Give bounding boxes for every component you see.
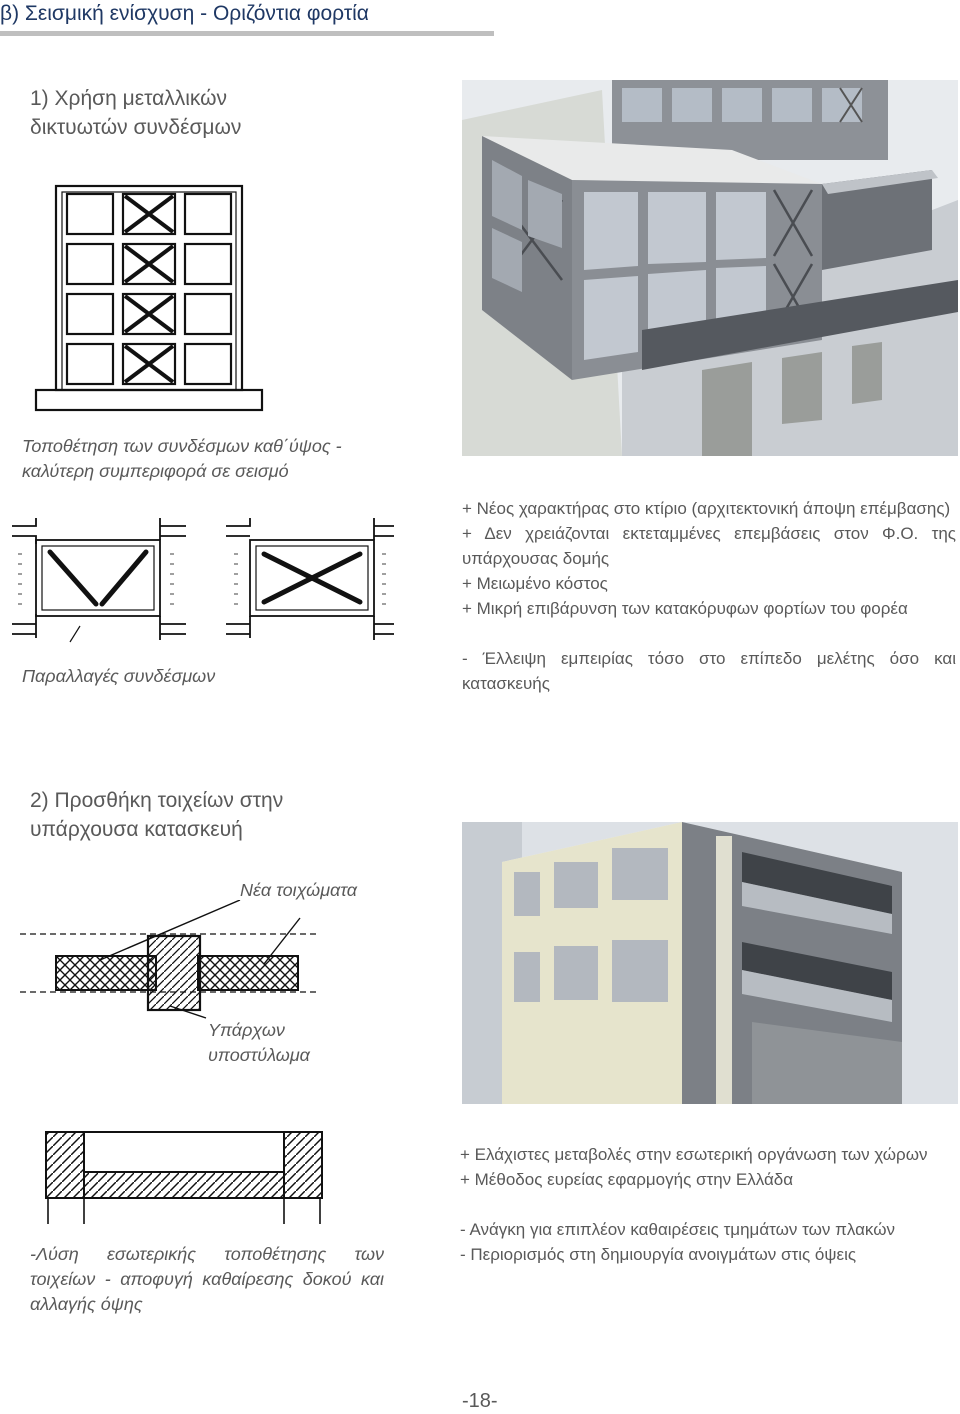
label-existing-column-line2: υποστύλωμα [208,1045,310,1065]
braced-building-illustration [462,80,958,456]
brace-variants-drawing [10,514,394,644]
bracing-caption [22,434,342,484]
section2-notes [460,1142,954,1267]
page-number: -18- [462,1390,498,1412]
section1-pro-2: + Δεν χρειάζονται εκτεταμμένες επεμβάσεις στον Φ.Ο. της υπάρχουσας δομής [462,524,956,568]
bracing-caption-line2: καλύτερη συμπεριφορά σε σεισμό [22,461,289,481]
section2-pro-2: + Μέθοδος ευρείας εφαρμογής στην Ελλάδα [460,1170,794,1189]
bracing-frame-drawing [28,178,268,414]
section2-heading-line2: υπάρχουσα κατασκευή [30,818,243,841]
internal-placement-caption: -Λύση εσωτερικής τοποθέτησης των τοιχείων - αποφυγή καθαίρεσης δοκού και αλλαγής όψης [30,1244,384,1314]
infill-building-illustration [462,822,958,1104]
wall-plan-drawing [20,900,320,1020]
section1-notes [462,496,956,696]
section2-pro-1: + Ελάχιστες μεταβολές στην εσωτερική οργάνωση των χώρων [460,1145,928,1164]
title-underline [0,31,494,36]
section2-con-2: - Περιορισμός στη δημιουργία ανοιγμάτων στις όψεις [460,1245,857,1264]
bracing-caption-line1: Τοποθέτηση των συνδέσμων καθ΄ύψος - [22,436,342,456]
page-title: β) Σεισμική ενίσχυση - Οριζόντια φορτία [0,2,369,25]
section1-con-1: - Έλλειψη εμπειρίας τόσο στο επίπεδο μελέτης όσο και κατασκευής [462,649,956,693]
frame-section-drawing [44,1128,326,1228]
section1-pro-3: + Μειωμένο κόστος [462,574,608,593]
braced-building-render [462,80,958,456]
section1-pro-1: + Νέος χαρακτήρας στο κτίριο (αρχιτεκτονική άποψη επέμβασης) [462,499,951,518]
infill-walls-building-render [462,822,958,1104]
section1-pro-4: + Μικρή επιβάρυνση των κατακόρυφων φορτίων του φορέα [462,599,908,618]
label-existing-column-line1: Υπάρχων [208,1020,285,1040]
variants-caption: Παραλλαγές συνδέσμων [22,666,216,686]
section1-heading-line1: 1) Χρήση μεταλλικών [30,87,228,110]
section2-con-1: - Ανάγκη για επιπλέον καθαιρέσεις τμημάτων των πλακών [460,1220,895,1239]
label-new-walls: Νέα τοιχώματα [240,880,358,900]
label-existing-column [208,1018,310,1068]
section2-heading-line1: 2) Προσθήκη τοιχείων στην [30,789,284,812]
section1-heading [30,84,241,142]
section2-heading [30,786,283,844]
section1-heading-line2: δικτυωτών συνδέσμων [30,116,242,139]
